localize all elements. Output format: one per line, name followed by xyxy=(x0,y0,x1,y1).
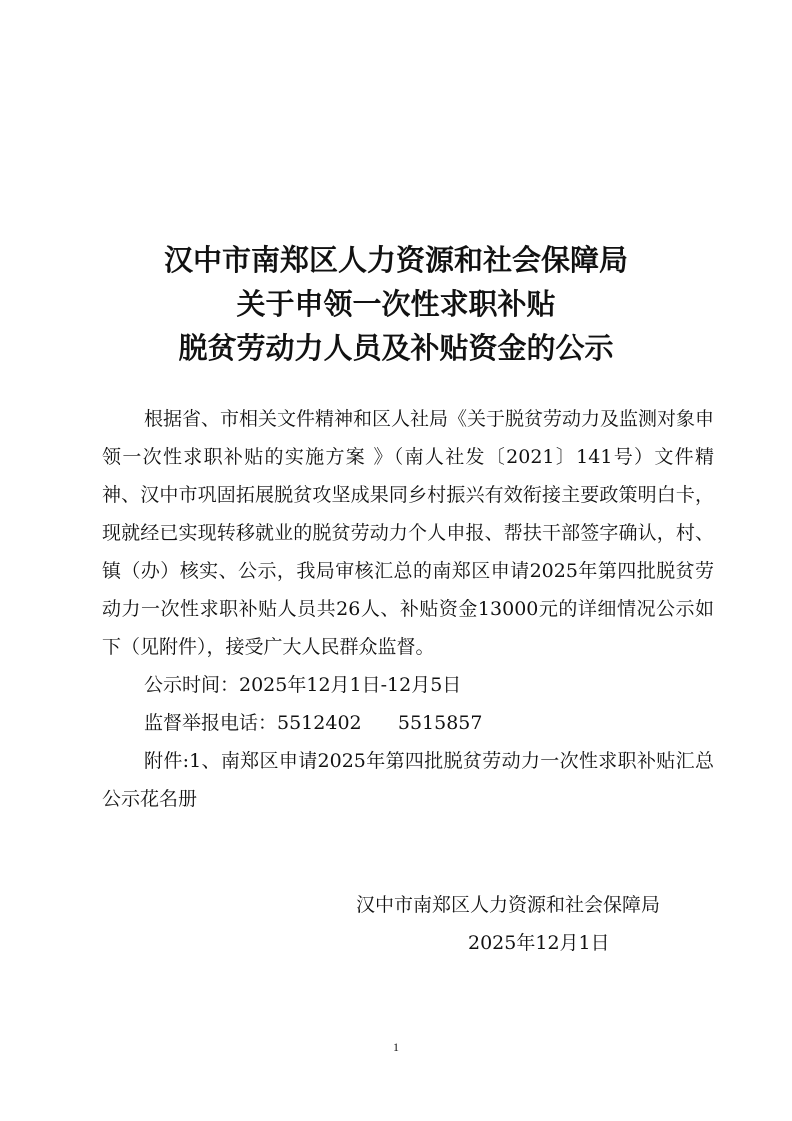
title-line-1: 汉中市南郑区人力资源和社会保障局 xyxy=(163,243,628,277)
document-body xyxy=(102,400,714,818)
title-line-3: 脱贫劳动力人员及补贴资金的公示 xyxy=(178,331,614,365)
main-paragraph: 根据省、市相关文件精神和区人社局《关于脱贫劳动力及监测对象申领一次性求职补贴的实施方案 》（南人社发〔2021〕141号）文件精神、汉中市巩固拓展脱贫攻坚成果同乡村振兴有效衔接主要政策明白卡，现就经已实现转移就业的脱贫劳动力个人申报、帮扶干部签字确认，村、镇（办）核实、公示，我局审核汇总的南郑区申请2025年第四批脱贫劳动力一次性求职补贴人员共26人、补贴资金13000元的详细情况公示如下（见附件），接受广大人民群众监督。 xyxy=(102,408,715,658)
title-line-2: 关于申领一次性求职补贴 xyxy=(236,287,556,321)
hotline-numbers: 监督举报电话：5512402 5515857 xyxy=(144,712,483,734)
publicity-time: 公示时间：2025年12月1日-12月5日 xyxy=(144,674,462,696)
page-number: 1 xyxy=(393,1040,399,1054)
signature-organization: 汉中市南郑区人力资源和社会保障局 xyxy=(356,894,661,916)
signature-date: 2025年12月1日 xyxy=(468,932,610,954)
attachment-note: 附件:1、南郑区申请2025年第四批脱贫劳动力一次性求职补贴汇总公示花名册 xyxy=(102,750,714,810)
